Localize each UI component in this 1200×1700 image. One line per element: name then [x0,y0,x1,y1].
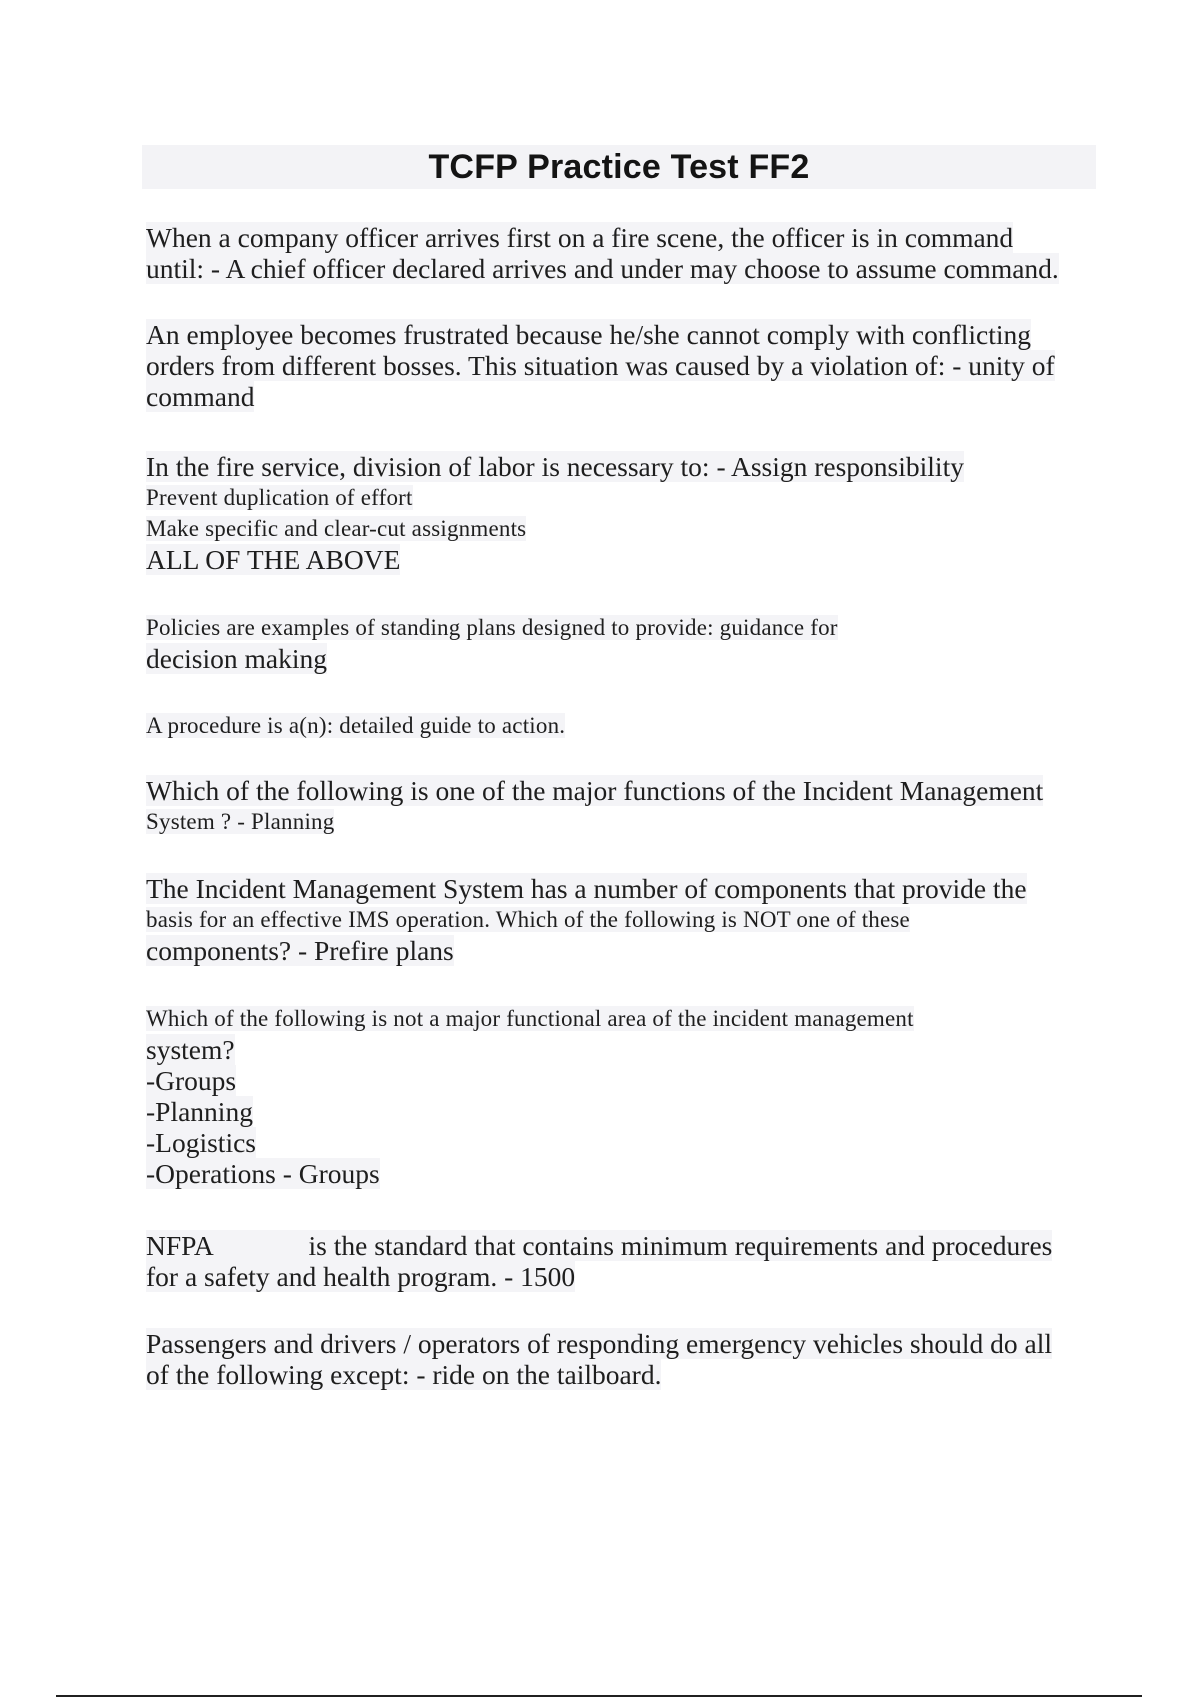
question-7-line-3: components? - Prefire plans [146,935,454,966]
question-block-8 [146,1003,1090,1189]
question-7-line-1: The Incident Management System has a number of components that provide the [146,873,1027,904]
question-2-line-2: orders from different bosses. This situation was caused by a violation of: - unity of [146,350,1055,381]
question-8-line-4: -Planning [146,1096,253,1127]
question-10-line-1: Passengers and drivers / operators of responding emergency vehicles should do all [146,1328,1052,1359]
question-1-line-1: When a company officer arrives first on a fire scene, the officer is in command [146,222,1014,253]
question-block-1 [146,222,1090,284]
question-9-line-2: for a safety and health program. - 1500 [146,1261,576,1292]
question-5-line-1: A procedure is a(n): detailed guide to action. [146,713,566,738]
question-1-line-2: until: - A chief officer declared arrives and under may choose to assume command. [146,253,1059,284]
question-block-2 [146,319,1090,412]
question-4-line-1: Policies are examples of standing plans designed to provide: guidance for [146,615,838,640]
question-2-line-3: command [146,381,255,412]
question-8-line-1: Which of the following is not a major functional area of the incident management [146,1006,914,1031]
question-4-line-2: decision making [146,643,328,674]
footer-divider [56,1695,1142,1697]
question-block-9 [146,1230,1090,1292]
question-2-line-1: An employee becomes frustrated because he/she cannot comply with conflicting [146,319,1032,350]
question-6-line-1: Which of the following is one of the major functions of the Incident Management [146,775,1044,806]
question-block-4 [146,612,1090,674]
question-8-line-6: -Operations - Groups [146,1158,380,1189]
question-3-line-4: ALL OF THE ABOVE [146,544,401,575]
title-band [142,145,1096,189]
question-6-line-2: System ? - Planning [146,809,335,834]
question-block-10 [146,1328,1090,1390]
question-9-line-1: NFPA is the standard that contains minimum requirements and procedures [146,1230,1053,1261]
question-block-3 [146,451,1090,575]
question-3-line-1: In the fire service, division of labor is necessary to: - Assign responsibility [146,451,964,482]
question-block-7 [146,873,1090,966]
page-title: TCFP Practice Test FF2 [428,147,810,186]
question-8-line-3: -Groups [146,1065,237,1096]
question-block-5 [146,710,1090,741]
question-10-line-2: of the following except: - ride on the tailboard. [146,1359,662,1390]
question-3-line-3: Make specific and clear-cut assignments [146,516,527,541]
question-8-line-2: system? [146,1034,235,1065]
question-block-6 [146,775,1090,837]
question-3-line-2: Prevent duplication of effort [146,485,413,510]
question-7-line-2: basis for an effective IMS operation. Which of the following is NOT one of these [146,907,910,932]
question-8-line-5: -Logistics [146,1127,256,1158]
